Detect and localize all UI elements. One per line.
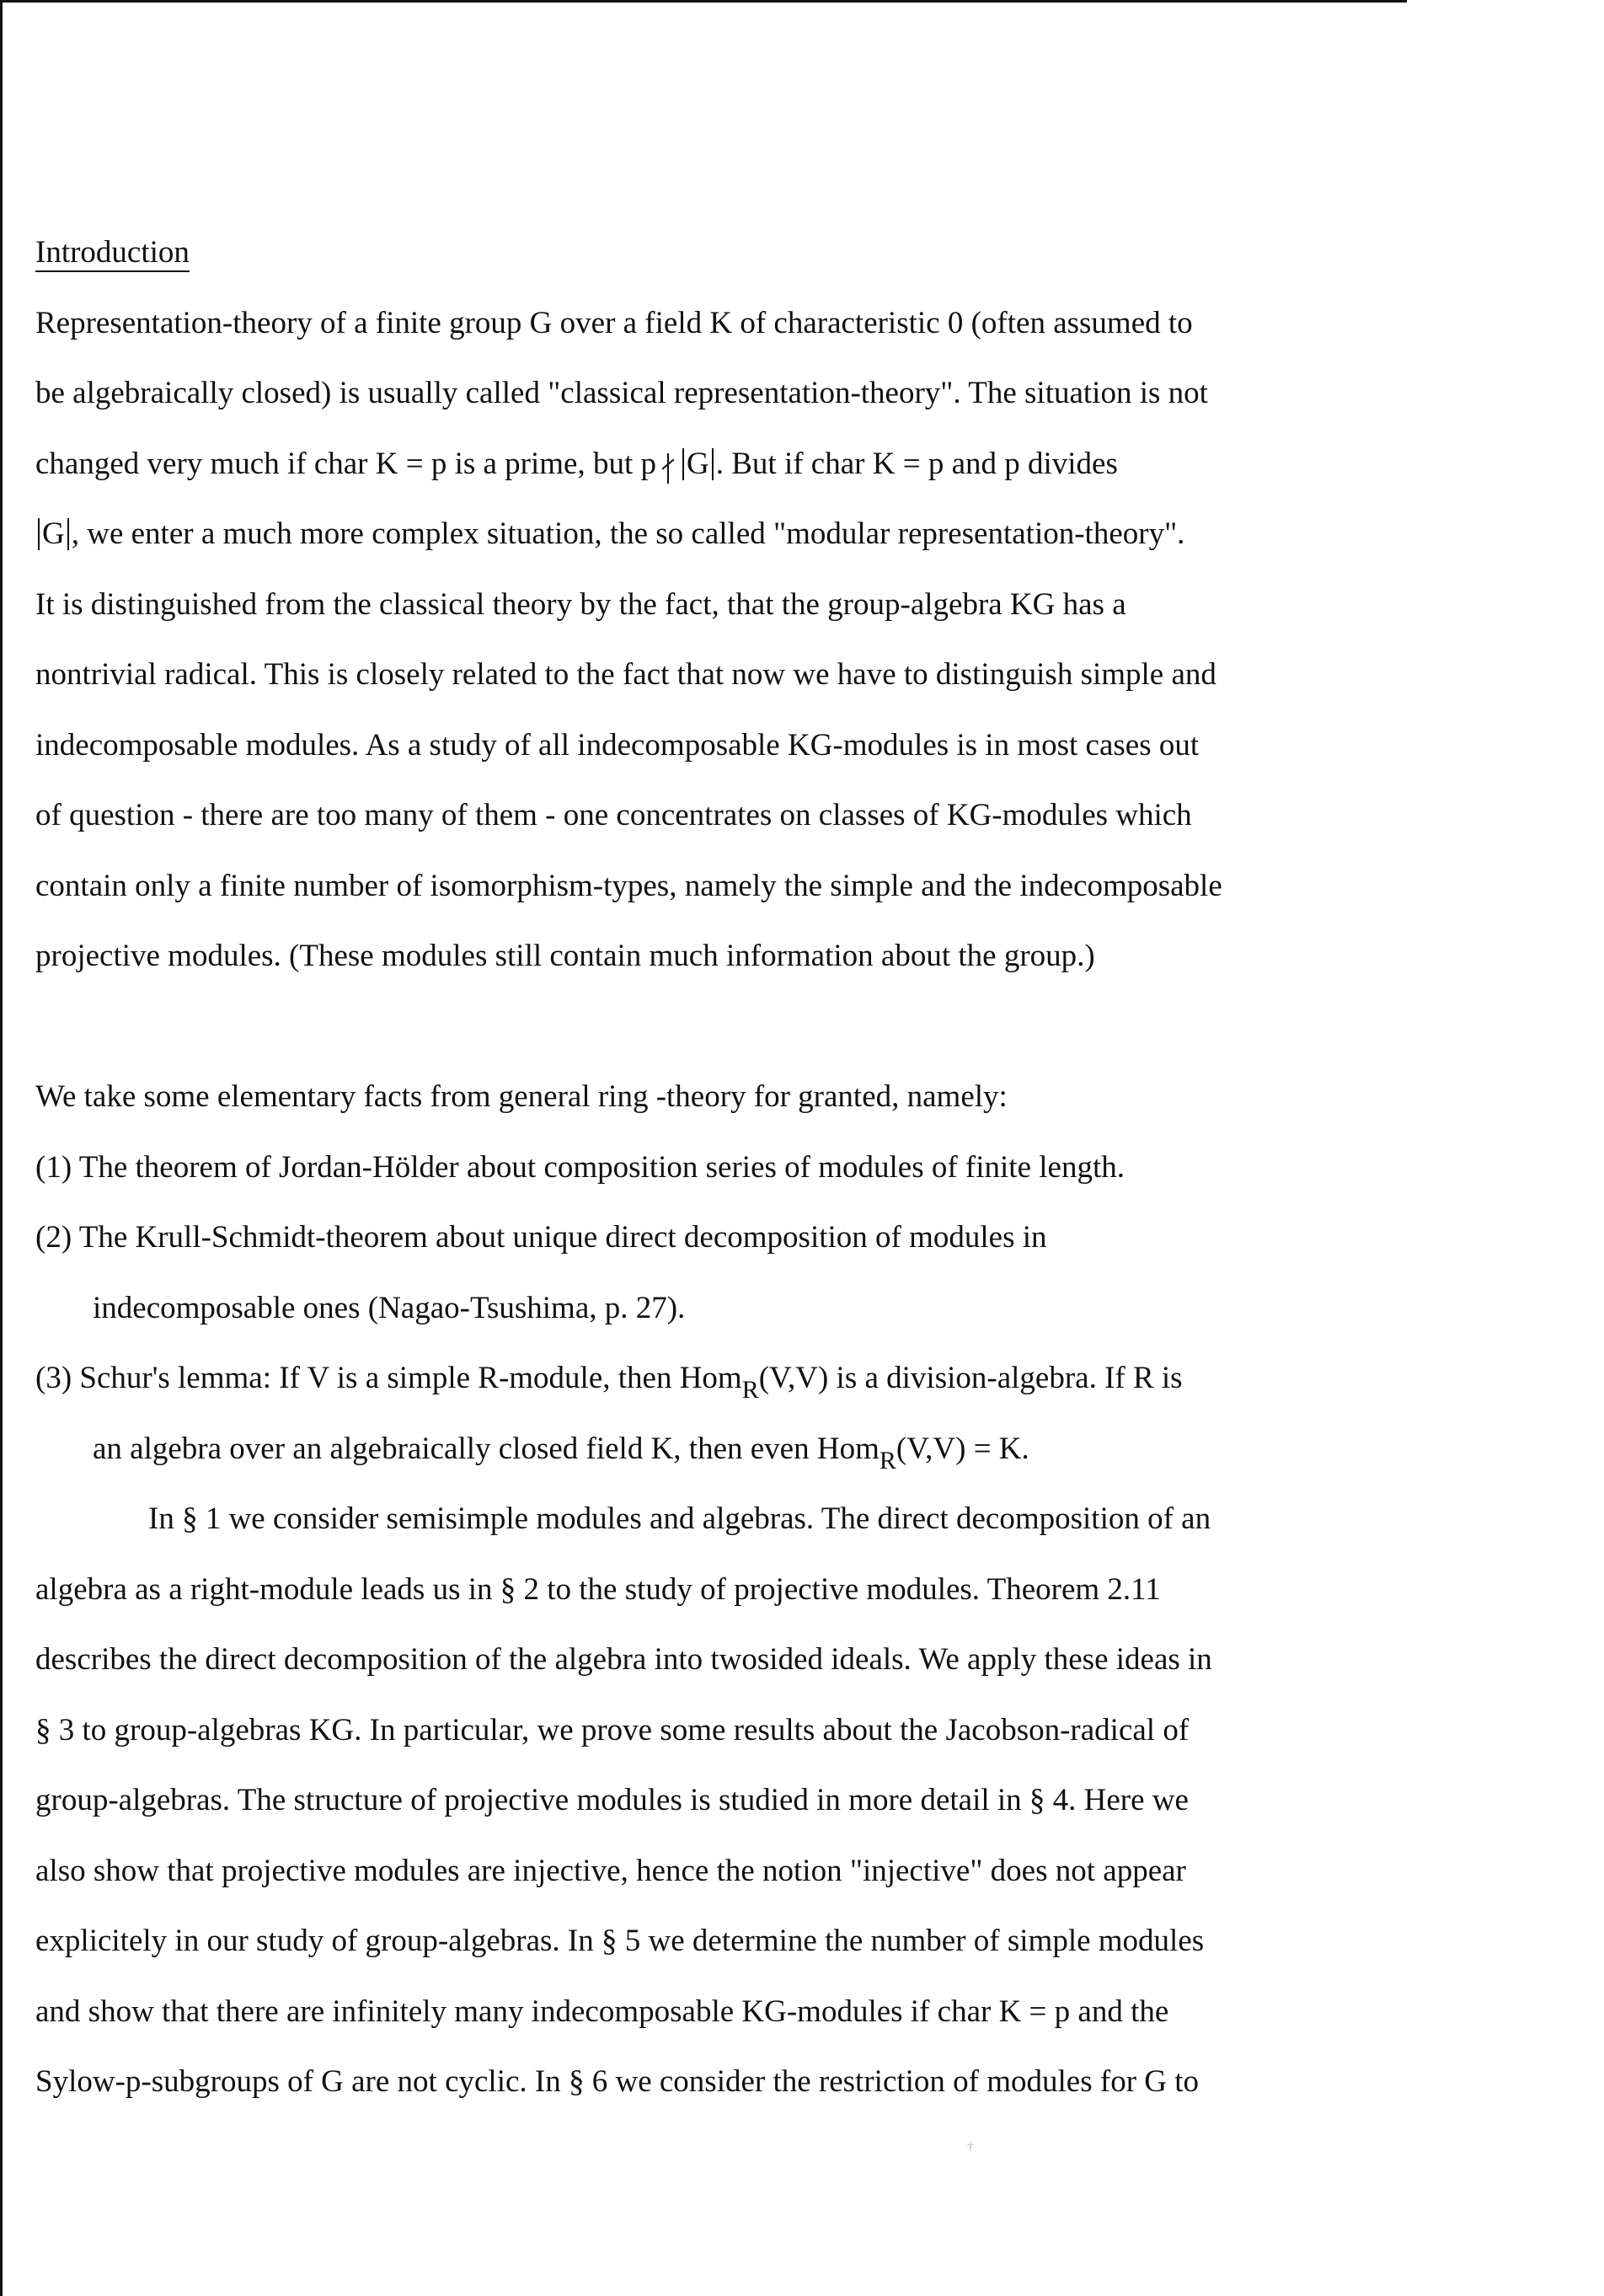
section-heading: Introduction: [35, 235, 190, 270]
subscript: R: [879, 1446, 896, 1474]
left-border-rule: [0, 0, 3, 2296]
abs-bar: [67, 518, 69, 550]
text-span: an algebra over an algebraically closed field K, then even Hom: [93, 1431, 880, 1466]
text-span: G: [687, 446, 709, 481]
text-line: be algebraically closed) is usually called "classical representation-theory". The situation is not: [35, 376, 1208, 410]
abs-bar: [38, 518, 40, 550]
list-item: (1) The theorem of Jordan-Hölder about composition series of modules of finite length.: [35, 1149, 1125, 1185]
text-line: contain only a finite number of isomorphism-types, namely the simple and the indecomposable: [35, 868, 1222, 903]
list-item-continuation: indecomposable ones (Nagao-Tsushima, p. 27).: [93, 1290, 686, 1325]
text-span: (V,V) = K.: [896, 1431, 1029, 1466]
list-item-continuation: [35, 1414, 1434, 1485]
text-span: (V,V) is a division-algebra. If R is: [758, 1361, 1183, 1395]
does-not-divide-symbol: [656, 453, 680, 479]
text-line: of question - there are too many of them - one concentrates on classes of KG-modules which: [35, 798, 1192, 832]
text-line: explicitely in our study of group-algebras. In § 5 we determine the number of simple modules: [35, 1924, 1205, 1958]
text-line: and show that there are infinitely many indecomposable KG-modules if char K = p and the: [35, 1994, 1169, 2029]
text-line: Representation-theory of a finite group G over a field K of characteristic 0 (often assumed to: [35, 305, 1193, 340]
text-line: projective modules. (These modules still contain much information about the group.): [35, 939, 1095, 973]
text-span: . But if char K = p and p divides: [715, 446, 1118, 481]
scan-mark: †: [967, 2140, 974, 2154]
facts-list: [35, 1062, 1434, 1484]
page-content: [35, 217, 1434, 2117]
abs-bar: [682, 448, 684, 480]
paragraph-gap: [35, 992, 1434, 1062]
text-line: [35, 429, 1434, 500]
text-span: changed very much if char K = p is a prime, but p: [35, 446, 657, 481]
paragraph-intro: [35, 288, 1434, 992]
text-line: [35, 499, 1434, 570]
list-item: [35, 1343, 1434, 1414]
text-line: It is distinguished from the classical theory by the fact, that the group-algebra KG has a: [35, 586, 1126, 622]
text-span: (3) Schur's lemma: If V is a simple R-module, then Hom: [35, 1361, 742, 1395]
paragraph-overview: [35, 1484, 1434, 2117]
text-line: group-algebras. The structure of projective modules is studied in more detail in § 4. Here we: [35, 1783, 1189, 1817]
text-line: algebra as a right-module leads us in § 2 to the study of projective modules. Theorem 2.11: [35, 1571, 1161, 1607]
text-span: G: [42, 516, 65, 551]
text-line: In § 1 we consider semisimple modules and algebras. The direct decomposition of an: [148, 1501, 1211, 1536]
text-line: § 3 to group-algebras KG. In particular, we prove some results about the Jacobson-radical of: [35, 1712, 1190, 1747]
text-line: indecomposable modules. As a study of all indecomposable KG-modules is in most cases out: [35, 727, 1200, 763]
text-line: nontrivial radical. This is closely related to the fact that now we have to distinguish simple and: [35, 657, 1216, 692]
text-line: We take some elementary facts from general ring -theory for granted, namely:: [35, 1079, 1008, 1114]
text-line: describes the direct decomposition of the algebra into twosided ideals. We apply these ideas in: [35, 1642, 1212, 1677]
section-heading-line: [35, 217, 1434, 288]
abs-bar: [712, 448, 714, 480]
text-line: Sylow-p-subgroups of G are not cyclic. In § 6 we consider the restriction of modules for G to: [35, 2064, 1200, 2099]
text-span: , we enter a much more complex situation, the so called "modular representation-theory".: [71, 516, 1185, 551]
list-item: (2) The Krull-Schmidt-theorem about unique direct decomposition of modules in: [35, 1220, 1047, 1255]
text-line: also show that projective modules are injective, hence the notion "injective" does not appear: [35, 1853, 1186, 1888]
top-border-rule: [0, 0, 1407, 3]
subscript: R: [741, 1376, 759, 1404]
